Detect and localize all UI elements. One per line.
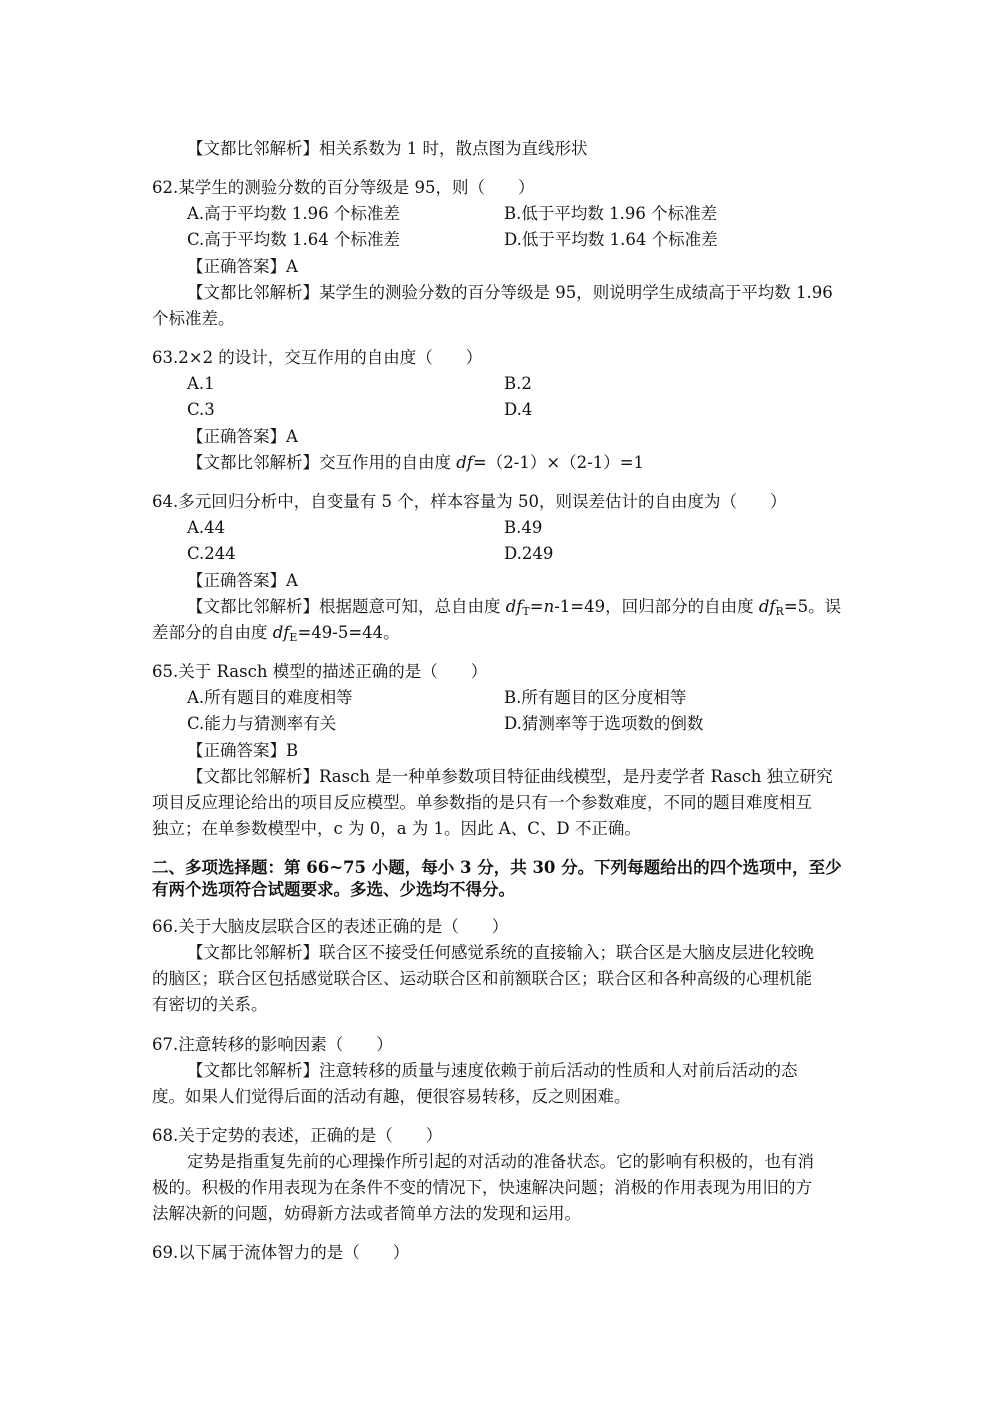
q67-analysis-line2: 度。如果人们觉得后面的活动有趣，便很容易转移，反之则困难。 — [152, 1087, 631, 1106]
question-66-stem: 66.关于大脑皮层联合区的表述正确的是（ ） — [152, 917, 509, 936]
section-2-heading-line2: 有两个选项符合试题要求。多选、少选均不得分。 — [152, 880, 515, 899]
q62-option-d: D.低于平均数 1.64 个标准差 — [504, 230, 718, 249]
q62-analysis-line1: 【文都比邻解析】某学生的测验分数的百分等级是 95，则说明学生成绩高于平均数 1.96 — [187, 283, 833, 302]
q64-option-b: B.49 — [504, 518, 543, 537]
q63-df-symbol: df — [456, 453, 473, 472]
q65-analysis-line1: 【文都比邻解析】Rasch 是一种单参数项目特征曲线模型，是丹麦学者 Rasch 独立研究 — [187, 767, 833, 786]
q64-analysis-line2: 差部分的自由度 $df_E=49-5=44$。 — [152, 623, 400, 644]
q64-option-a: A.44 — [187, 518, 226, 537]
q65-analysis-line2: 项目反应理论给出的项目反应模型。单参数指的是只有一个参数难度，不同的题目难度相互 — [152, 793, 812, 812]
question-64-stem: 64.多元回归分析中，自变量有 5 个，样本容量为 50，则误差估计的自由度为（ ） — [152, 492, 787, 511]
question-68-stem: 68.关于定势的表述，正确的是（ ） — [152, 1126, 443, 1145]
q63-option-b: B.2 — [504, 374, 532, 393]
q64-analysis-line1: 【文都比邻解析】根据题意可知，总自由度 $df_T=n-1=49$，回归部分的自由度 $df_R=5$。误 — [187, 597, 842, 618]
q63-answer: 【正确答案】A — [187, 427, 298, 446]
q67-analysis-line1: 【文都比邻解析】注意转移的质量与速度依赖于前后活动的性质和人对前后活动的态 — [187, 1061, 798, 1080]
q63-option-d: D.4 — [504, 400, 533, 419]
q66-analysis-line3: 有密切的关系。 — [152, 995, 268, 1014]
q62-option-b: B.低于平均数 1.96 个标准差 — [504, 204, 718, 223]
q68-body-line3: 法解决新的问题，妨碍新方法或者简单方法的发现和运用。 — [152, 1204, 581, 1223]
q64-option-d: D.249 — [504, 544, 554, 563]
q63-option-a: A.1 — [187, 374, 215, 393]
q65-option-d: D.猜测率等于选项数的倒数 — [504, 714, 704, 733]
q64-option-c: C.244 — [187, 544, 236, 563]
question-62-stem: 62.某学生的测验分数的百分等级是 95，则（ ） — [152, 178, 535, 197]
q68-body-line2: 极的。积极的作用表现为在条件不变的情况下，快速解决问题；消极的作用表现为用旧的方 — [152, 1178, 812, 1197]
question-65-stem: 65.关于 Rasch 模型的描述正确的是（ ） — [152, 662, 488, 681]
q65-option-c: C.能力与猜测率有关 — [187, 714, 337, 733]
q62-option-c: C.高于平均数 1.64 个标准差 — [187, 230, 401, 249]
q63-option-c: C.3 — [187, 400, 215, 419]
section-2-heading-line1: 二、多项选择题：第 66~75 小题，每小 3 分，共 30 分。下列每题给出的四个选项中，至少 — [152, 858, 842, 877]
q63-analysis: 【文都比邻解析】交互作用的自由度 df=（2-1）×（2-1）=1 — [187, 453, 645, 472]
question-67-stem: 67.注意转移的影响因素（ ） — [152, 1035, 393, 1054]
q65-option-b: B.所有题目的区分度相等 — [504, 688, 687, 707]
q64-answer: 【正确答案】A — [187, 571, 298, 590]
q62-analysis-line2: 个标准差。 — [152, 309, 235, 328]
q65-option-a: A.所有题目的难度相等 — [187, 688, 353, 707]
prev-analysis: 【文都比邻解析】相关系数为 1 时，散点图为直线形状 — [187, 139, 588, 158]
q65-answer: 【正确答案】B — [187, 741, 299, 760]
q62-option-a: A.高于平均数 1.96 个标准差 — [187, 204, 400, 223]
q65-analysis-line3: 独立；在单参数模型中，c 为 0，a 为 1。因此 A、C、D 不正确。 — [152, 819, 641, 838]
q62-answer: 【正确答案】A — [187, 257, 298, 276]
question-63-stem: 63.2×2 的设计，交互作用的自由度（ ） — [152, 348, 483, 367]
q66-analysis-line1: 【文都比邻解析】联合区不接受任何感觉系统的直接输入；联合区是大脑皮层进化较晚 — [187, 943, 814, 962]
question-69-stem: 69.以下属于流体智力的是（ ） — [152, 1243, 410, 1262]
q66-analysis-line2: 的脑区；联合区包括感觉联合区、运动联合区和前额联合区；联合区和各种高级的心理机能 — [152, 969, 812, 988]
q68-body-line1: 定势是指重复先前的心理操作所引起的对活动的准备状态。它的影响有积极的，也有消 — [187, 1152, 814, 1171]
